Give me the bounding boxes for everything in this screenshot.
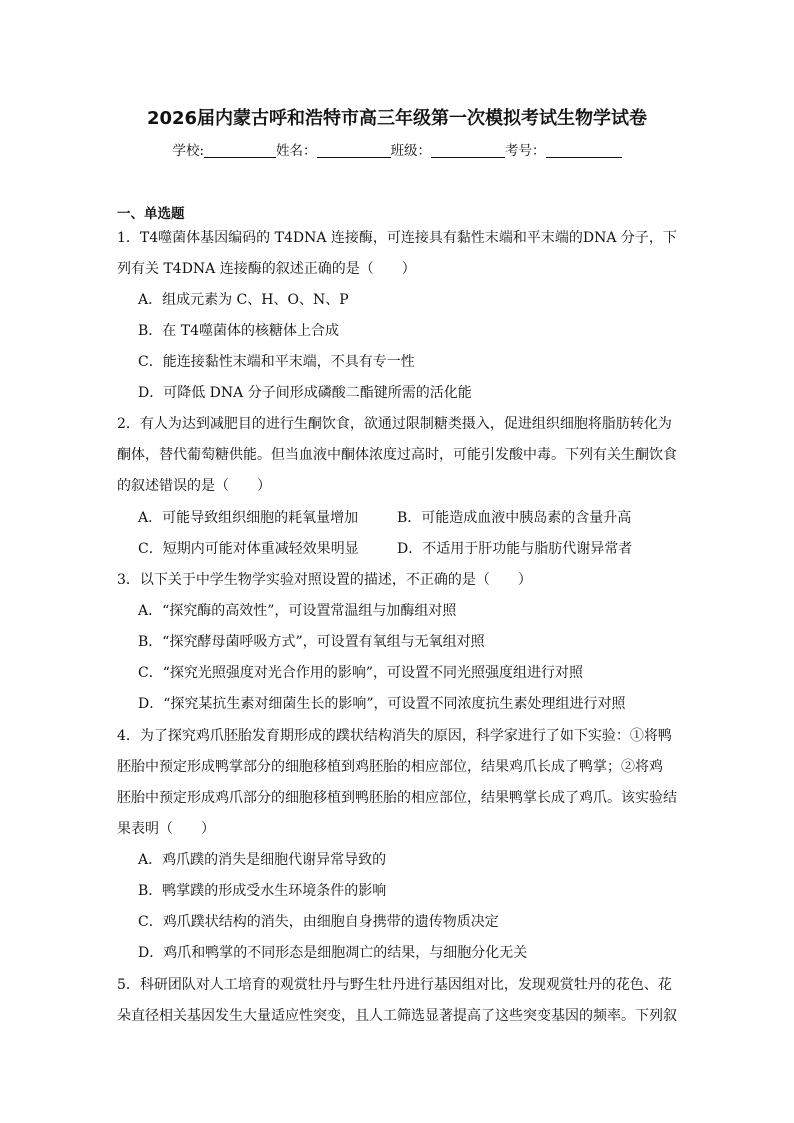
student-info-line [0, 139, 794, 159]
question-5-stem-line: 朵直径相关基因发生大量适应性突变，且人工筛选显著提高了这些突变基因的频率。下列叙 [117, 1008, 677, 1024]
question-2-option-d: D．不适用于肝功能与脂肪代谢异常者 [397, 541, 633, 557]
question-4-option-c: C．鸡爪蹼状结构的消失，由细胞自身携带的遗传物质决定 [138, 914, 499, 930]
question-4-option-d: D．鸡爪和鸭掌的不同形态是细胞凋亡的结果，与细胞分化无关 [138, 945, 528, 961]
question-4-stem-line: 果表明（ ） [117, 821, 215, 837]
question-3-option-d: D．“探究某抗生素对细菌生长的影响”，可设置不同浓度抗生素处理组进行对照 [138, 696, 626, 712]
question-2-stem-line: 酮体，替代葡萄糖供能。但当血液中酮体浓度过高时，可能引发酸中毒。下列有关生酮饮食 [117, 447, 677, 463]
question-4-stem-line: 胚胎中预定形成鸭掌部分的细胞移植到鸡胚胎的相应部位，结果鸡爪长成了鸭掌；②将鸡 [117, 759, 663, 775]
question-1-option-c: C．能连接黏性末端和平末端，不具有专一性 [138, 354, 415, 370]
question-1-stem-line: 列有关 T4DNA 连接酶的叙述正确的是（ ） [117, 261, 416, 277]
school-label: 学校: [172, 143, 205, 159]
question-2-option-c: C．短期内可能对体重减轻效果明显 [138, 541, 359, 557]
question-5-stem-line: 5．科研团队对人工培育的观赏牡丹与野生牡丹进行基因组对比，发现观赏牡丹的花色、花 [117, 977, 672, 993]
question-2-stem-line: 2．有人为达到减肥目的进行生酮饮食，欲通过限制糖类摄入，促进组织细胞将脂肪转化为 [117, 416, 672, 432]
question-2-stem-line: 的叙述错误的是（ ） [117, 478, 271, 494]
question-3-option-a: A．“探究酶的高效性”，可设置常温组与加酶组对照 [138, 603, 457, 619]
question-1-option-a: A．组成元素为 C、H、O、N、P [138, 292, 349, 308]
name-label: 姓名： [276, 143, 317, 159]
question-1-option-b: B．在 T4噬菌体的核糖体上合成 [138, 323, 339, 339]
section-heading: 一、单选题 [117, 206, 185, 222]
class-blank [431, 143, 505, 158]
question-1-stem-line: 1．T4噬菌体基因编码的 T4DNA 连接酶，可连接具有黏性末端和平末端的DNA 分子，下 [117, 230, 677, 246]
question-3-option-b: B．“探究酵母菌呼吸方式”，可设置有氧组与无氧组对照 [138, 634, 485, 650]
exam-no-label: 考号： [505, 143, 546, 159]
name-blank [317, 143, 391, 158]
class-label: 班级： [390, 143, 432, 159]
question-4-option-a: A．鸡爪蹼的消失是细胞代谢异常导致的 [138, 852, 387, 868]
question-2-option-b: B．可能造成血液中胰岛素的含量升高 [397, 510, 632, 526]
question-1-option-d: D．可降低 DNA 分子间形成磷酸二酯键所需的活化能 [138, 385, 472, 401]
question-4-stem-line: 4．为了探究鸡爪胚胎发育期形成的蹼状结构消失的原因，科学家进行了如下实验：①将鸭 [117, 728, 672, 744]
question-4-option-b: B．鸭掌蹼的形成受水生环境条件的影响 [138, 883, 387, 899]
exam-no-blank [546, 143, 622, 158]
question-3-stem-line: 3．以下关于中学生物学实验对照设置的描述，不正确的是（ ） [117, 572, 532, 588]
school-blank [204, 143, 276, 158]
page-title: 2026届内蒙古呼和浩特市高三年级第一次模拟考试生物学试卷 [146, 108, 648, 129]
question-3-option-c: C．“探究光照强度对光合作用的影响”，可设置不同光照强度组进行对照 [138, 665, 584, 681]
question-2-option-a: A．可能导致组织细胞的耗氧量增加 [138, 510, 359, 526]
question-4-stem-line: 胚胎中预定形成鸡爪部分的细胞移植到鸭胚胎的相应部位，结果鸭掌长成了鸡爪。该实验结 [117, 790, 677, 806]
